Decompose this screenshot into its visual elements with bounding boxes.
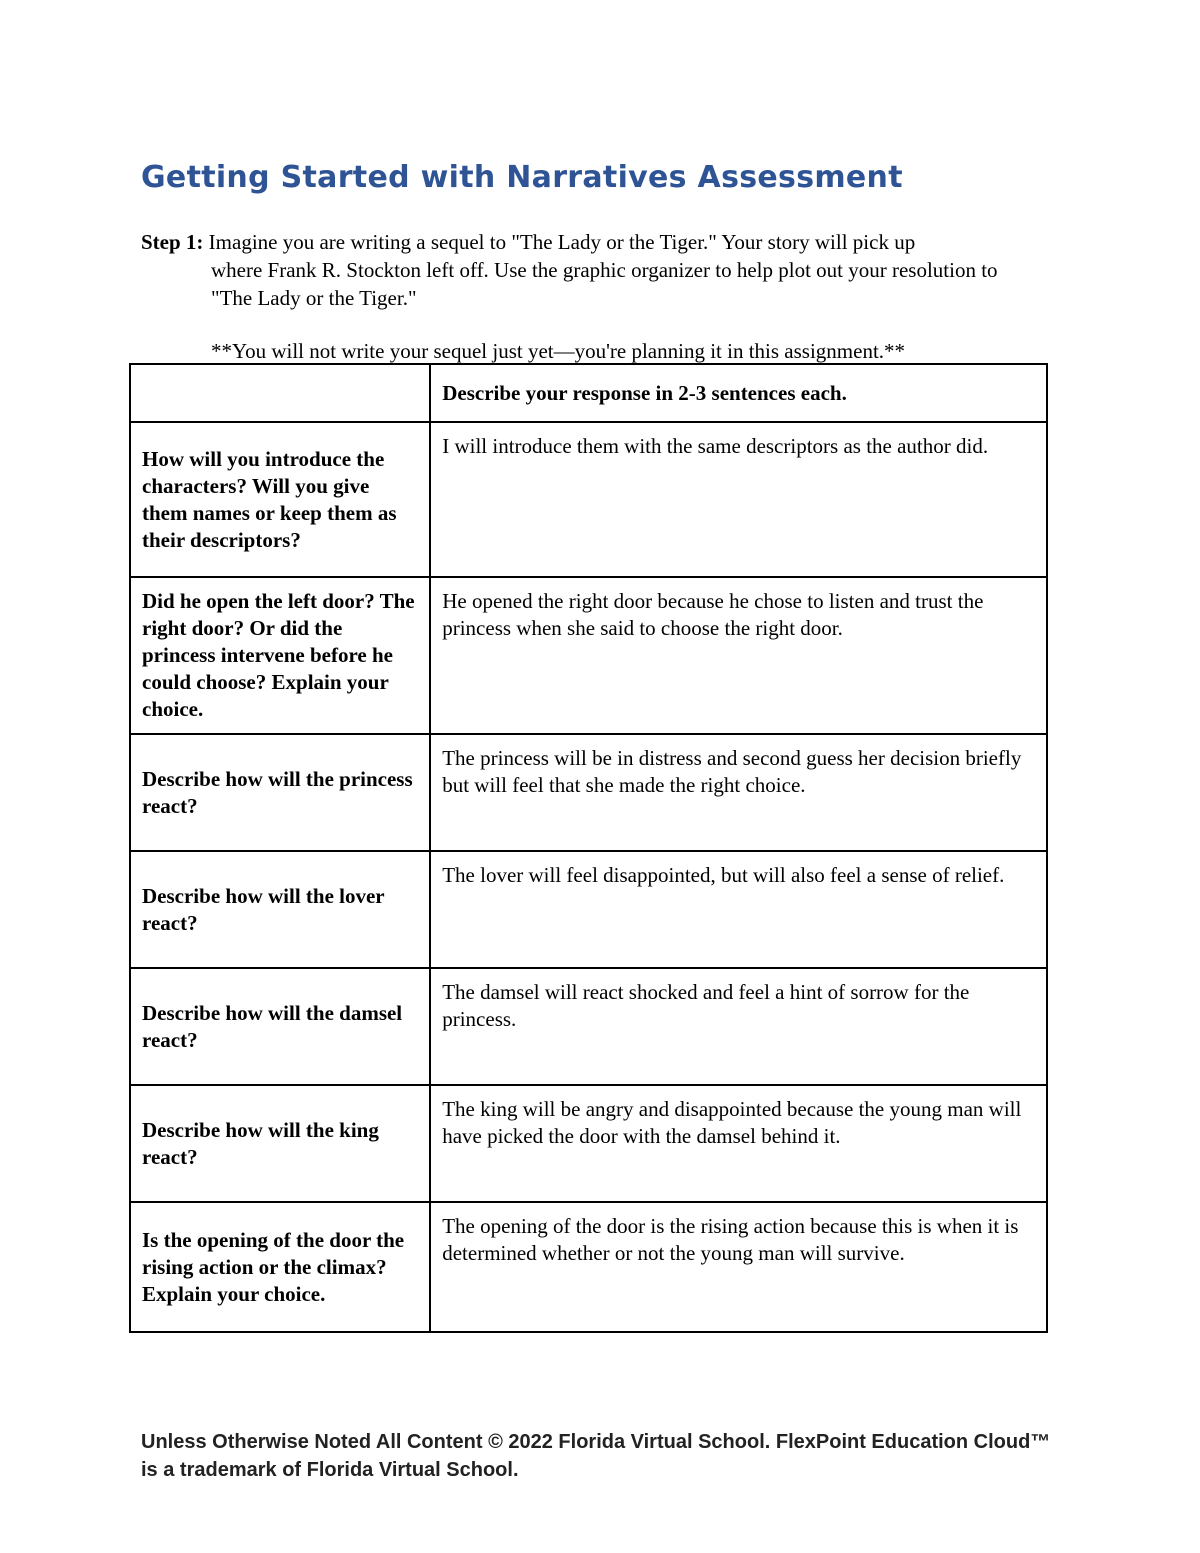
copyright-footer: Unless Otherwise Noted All Content © 2022 Florida Virtual School. FlexPoint Education Cloud™ is a trademark of Florida Virtual School. [141,1431,1051,1481]
question-cell: Is the opening of the door the rising action or the climax? Explain your choice. [130,1202,430,1332]
response-cell: He opened the right door because he chose to listen and trust the princess when she said to choose the right door. [430,577,1047,734]
table-header-row [130,364,1047,422]
response-cell: The damsel will react shocked and feel a hint of sorrow for the princess. [430,968,1047,1085]
planning-note: **You will not write your sequel just yet—you're planning it in this assignment.** [211,339,906,363]
response-cell: The opening of the door is the rising action because this is when it is determined whether or not the young man will survive. [430,1202,1047,1332]
table-row [130,422,1047,577]
table-row [130,1085,1047,1202]
table-row [130,851,1047,968]
question-cell: Describe how will the king react? [130,1085,430,1202]
header-question-cell [130,364,430,422]
header-response-cell: Describe your response in 2-3 sentences each. [430,364,1047,422]
table-row [130,577,1047,734]
step-first-line-text: Imagine you are writing a sequel to "The Lady or the Tiger." Your story will pick up [208,230,916,254]
step-first-line [141,228,1041,256]
question-cell: Describe how will the damsel react? [130,968,430,1085]
table-row [130,968,1047,1085]
table-row [130,734,1047,851]
table-row [130,1202,1047,1332]
step-label: Step 1: [141,230,204,254]
question-cell: Did he open the left door? The right door? Or did the princess intervene before he could choose? Explain your choice. [130,577,430,734]
response-cell: The princess will be in distress and second guess her decision briefly but will feel that she made the right choice. [430,734,1047,851]
graphic-organizer-table [129,363,1048,1333]
response-cell: I will introduce them with the same descriptors as the author did. [430,422,1047,577]
page-title: Getting Started with Narratives Assessment [141,160,903,195]
response-cell: The lover will feel disappointed, but will also feel a sense of relief. [430,851,1047,968]
question-cell: How will you introduce the characters? Will you give them names or keep them as their descriptors? [130,422,430,577]
response-cell: The king will be angry and disappointed because the young man will have picked the door with the damsel behind it. [430,1085,1047,1202]
step-instructions [141,228,1041,312]
step-rest-text: where Frank R. Stockton left off. Use the graphic organizer to help plot out your resolution to "The Lady or the Tiger." [211,258,998,310]
question-cell: Describe how will the princess react? [130,734,430,851]
question-cell: Describe how will the lover react? [130,851,430,968]
